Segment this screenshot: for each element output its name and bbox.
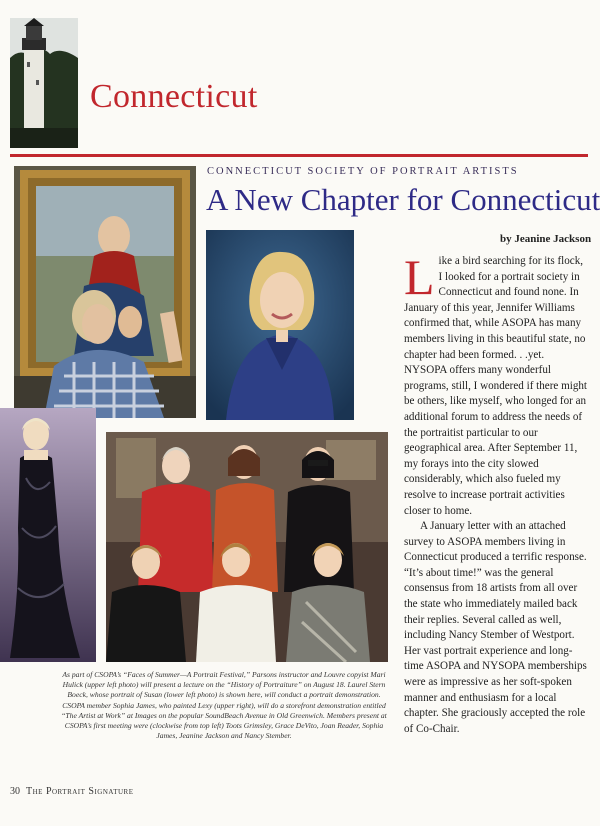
publication-name: The Portrait Signature (26, 786, 134, 797)
article-body (404, 249, 588, 737)
page-number: 30 (10, 786, 20, 797)
lexy-portrait-photo (206, 230, 354, 420)
article-paragraph (404, 249, 588, 519)
lighthouse-photo (10, 18, 78, 148)
group-photo (106, 432, 388, 662)
susan-portrait-photo (0, 408, 96, 662)
article-byline: by Jeanine Jackson (500, 233, 592, 245)
section-rule (10, 154, 588, 157)
copyist-painting-photo (14, 166, 196, 418)
photo-caption: As part of CSOPA’s “Faces of Summer—A Portrait Festival,” Parsons instructor and Louvre copyist Mari Hulick (upper left photo) will present a lecture on the “History of Portraiture” on August 18. Laurel Stern Boeck, whose portrait of Susan (lower left photo) is shown here, will conduct a portrait demonstration. CSOPA member Sophia James, who painted Lexy (upper right), will do a storefront demonstration entitled “The Artist at Work” at Images on the popular SoundBeach Avenue in Old Greenwich. Members present at CSOPA’s first meeting were (clockwise from top left) Toots Grimsley, Grace DeVito, Joan Reader, Sophia James, Jeanine Jackson and Nancy Stember. (61, 670, 387, 741)
article-kicker: CONNECTICUT SOCIETY OF PORTRAIT ARTISTS (207, 166, 519, 177)
section-title: Connecticut (90, 78, 258, 115)
drop-cap: L (404, 249, 435, 305)
article-paragraph: A January letter with an attached survey to ASOPA members living in Connecticut produced a terrific response. “It’s about time!” was the general consensus from 18 artists from all over the state who immediately mailed back their replies. Several called as well, including Nancy Stember of Westport. Her vast portrait experience and long-time ASOPA and NYSOPA memberships were as impressive as her soft-spoken manner and enthusiasm for a local chapter. She graciously accepted the role of Co-Chair. (404, 520, 587, 735)
paragraph-1-text: ike a bird searching for its flock, I looked for a portrait society in Connecticut and found none. In January of this year, Jennifer Williams confirmed that, while ASOPA has many members living in this beautiful state, no chapter had been formed. . .yet. NYSOPA offers many wonderful programs, still, I wondered if there might be others, like myself, who longed for an additional forum to address the needs of the portraitist particular to our geographical area. After September 11, my forays into the city slowed considerably, which also fueled my resolve to increase portrait activities closer to home. (404, 255, 588, 517)
article-headline: A New Chapter for Connecticut (206, 182, 600, 217)
page-footer (10, 786, 133, 797)
